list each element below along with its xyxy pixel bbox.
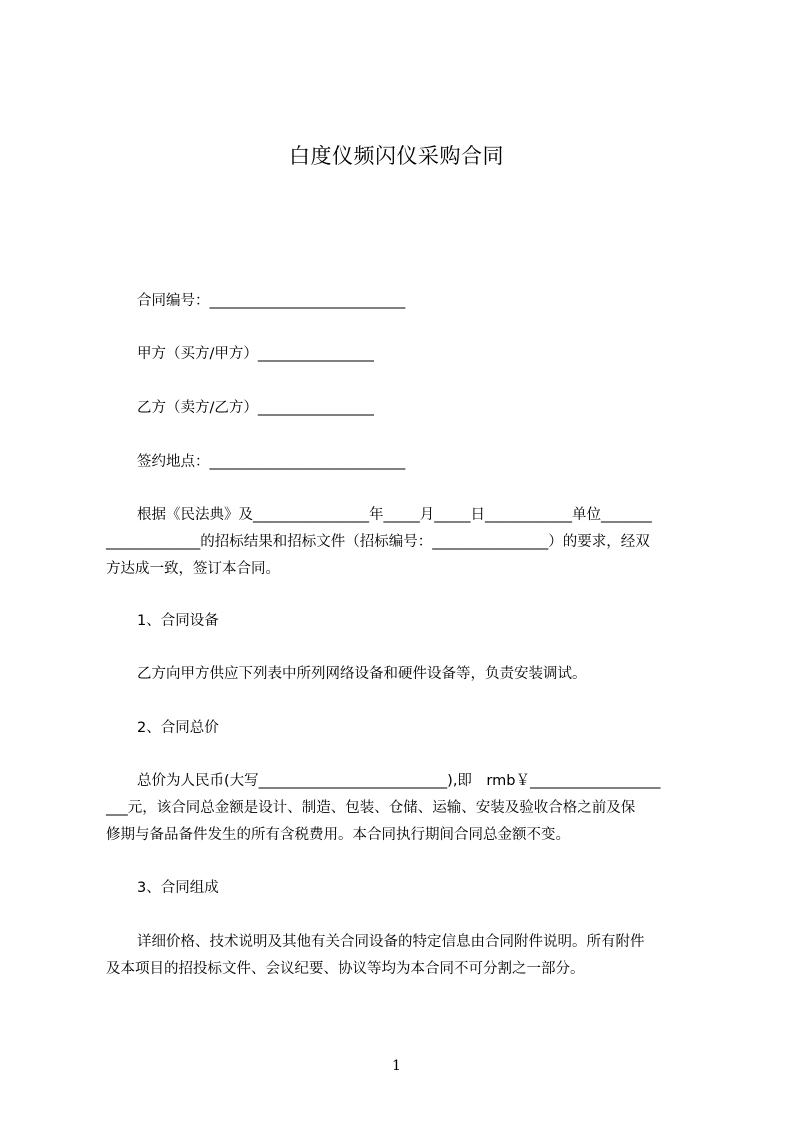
party-b-field: 乙方（卖方/乙方）________________: [137, 400, 374, 416]
signing-place-field: 签约地点：___________________________: [137, 454, 406, 470]
section-heading-total-price: 2、合同总价: [137, 720, 219, 736]
document-title: 白度仪频闪仪采购合同: [289, 144, 504, 168]
section-paragraph-line: 修期与备品备件发生的所有含税费用。本合同执行期间合同总金额不变。: [106, 827, 570, 843]
preamble-line: _____________的招标结果和招标文件（招标编号：________________）的要求，经双: [106, 534, 650, 550]
section-paragraph-line: 详细价格、技术说明及其他有关合同设备的特定信息由合同附件说明。所有附件: [137, 934, 645, 950]
page-number: 1: [392, 1058, 401, 1074]
section-paragraph-line: 及本项目的招投标文件、会议纪要、协议等均为本合同不可分割之一部分。: [106, 961, 585, 977]
contract-number-field: 合同编号：___________________________: [137, 293, 406, 309]
section-paragraph-line: 乙方向甲方供应下列表中所列网络设备和硬件设备等，负责安装调试。: [137, 666, 587, 682]
preamble-line: 方达成一致，签订本合同。: [106, 561, 280, 577]
preamble-line: 根据《民法典》及________________年_____月_____日____________单位_______: [137, 507, 652, 523]
section-paragraph-line: ___元，该合同总金额是设计、制造、包装、仓储、运输、安装及验收合格之前及保: [106, 800, 636, 816]
section-paragraph-line: 总价为人民币(大写__________________________),即 rmb￥__________________: [137, 773, 661, 789]
party-a-field: 甲方（买方/甲方）________________: [137, 346, 374, 362]
section-heading-equipment: 1、合同设备: [137, 613, 219, 629]
section-heading-composition: 3、合同组成: [137, 880, 219, 896]
